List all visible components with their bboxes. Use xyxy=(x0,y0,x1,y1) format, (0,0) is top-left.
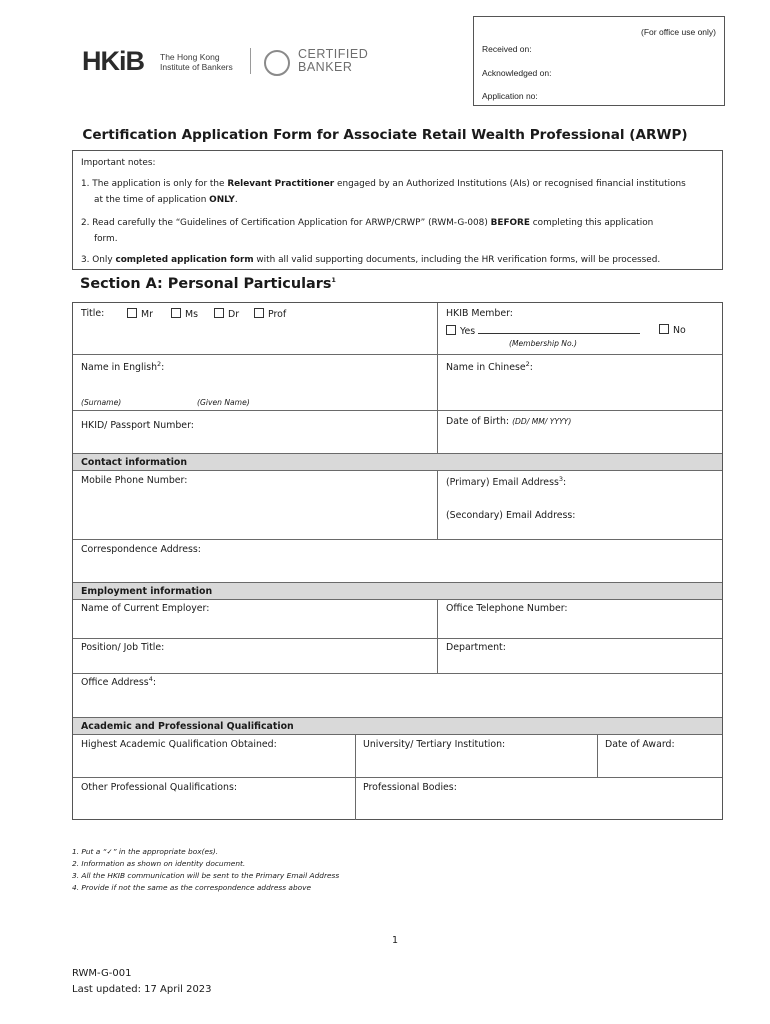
row-divider xyxy=(73,410,722,411)
col-divider xyxy=(437,470,438,539)
document-footer xyxy=(72,966,212,998)
row-divider xyxy=(73,582,722,583)
mobile-label[interactable]: Mobile Phone Number: xyxy=(81,475,188,486)
note-2: 2. Read carefully the “Guidelines of Certification Application for ARWP/CRWP” (RWM-G-008) BEFORE completing this application xyxy=(81,218,654,228)
note-2-cont: form. xyxy=(94,234,118,244)
office-use-label: (For office use only) xyxy=(641,27,716,37)
university-label[interactable]: University/ Tertiary Institution: xyxy=(363,739,506,750)
checkbox-no[interactable] xyxy=(659,324,669,334)
department-label[interactable]: Department: xyxy=(446,642,506,653)
col-divider xyxy=(355,734,356,820)
dob-label[interactable]: Date of Birth: (DD/ MM/ YYYY) xyxy=(446,416,572,427)
hkib-member-label: HKIB Member: xyxy=(446,308,513,319)
primary-email-label[interactable]: (Primary) Email Address$^3$: xyxy=(446,475,567,489)
personal-particulars-form xyxy=(72,302,723,820)
professional-bodies-label[interactable]: Professional Bodies: xyxy=(363,782,457,793)
employer-label[interactable]: Name of Current Employer: xyxy=(81,603,210,614)
row-divider xyxy=(73,470,722,471)
footnote: 4. Provide if not the same as the correspondence address above xyxy=(72,883,312,892)
row-divider xyxy=(73,453,722,454)
date-of-award-label[interactable]: Date of Award: xyxy=(605,739,675,750)
logo-line-2: Institute of Bankers xyxy=(160,62,233,72)
row-divider xyxy=(73,539,722,540)
office-address-label[interactable]: Office Address$^4$: xyxy=(81,675,156,689)
checkbox-mr[interactable] xyxy=(127,308,137,318)
col-divider xyxy=(597,734,598,777)
form-title: Certification Application Form for Associate Retail Wealth Professional (ARWP) xyxy=(82,127,688,143)
document-code: RWM-G-001 xyxy=(72,968,132,979)
hkib-logo-text xyxy=(160,52,233,72)
note-1-cont: at the time of application ONLY. xyxy=(94,195,238,205)
given-name-caption: (Given Name) xyxy=(197,398,250,407)
hkid-label[interactable]: HKID/ Passport Number: xyxy=(81,420,194,431)
certified-banker-logo xyxy=(298,48,368,74)
acknowledged-on-label: Acknowledged on: xyxy=(482,68,552,78)
title-option-prof[interactable]: Prof xyxy=(254,308,286,320)
position-label[interactable]: Position/ Job Title: xyxy=(81,642,165,653)
name-chinese-label[interactable]: Name in Chinese$^2$: xyxy=(446,360,533,374)
checkbox-yes[interactable] xyxy=(446,325,456,335)
row-divider xyxy=(73,673,722,674)
row-divider xyxy=(73,599,722,600)
section-a-title: Section A: Personal Particulars$^1$ xyxy=(80,276,336,292)
col-divider xyxy=(437,599,438,673)
correspondence-address-label[interactable]: Correspondence Address: xyxy=(81,544,201,555)
title-option-dr[interactable]: Dr xyxy=(214,308,239,320)
title-label: Title: xyxy=(81,308,105,319)
office-tel-label[interactable]: Office Telephone Number: xyxy=(446,603,568,614)
col-divider xyxy=(437,303,438,453)
secondary-email-label[interactable]: (Secondary) Email Address: xyxy=(446,510,576,521)
footnotes xyxy=(72,846,339,894)
highest-qualification-label[interactable]: Highest Academic Qualification Obtained: xyxy=(81,739,277,750)
logo-line-1: The Hong Kong xyxy=(160,52,220,62)
hkib-logo: HKiB xyxy=(82,46,144,76)
note-3: 3. Only completed application form with all valid supporting documents, including the HR verification forms, will be processed. xyxy=(81,255,661,265)
row-divider xyxy=(73,354,722,355)
membership-no-caption: (Membership No.) xyxy=(509,339,578,348)
title-option-mr[interactable]: Mr xyxy=(127,308,153,320)
logo-divider xyxy=(250,48,251,74)
application-no-label: Application no: xyxy=(482,91,538,101)
notes-heading: Important notes: xyxy=(81,158,156,168)
hkib-member-no[interactable]: No xyxy=(659,324,686,336)
academic-info-heading: Academic and Professional Qualification xyxy=(81,721,294,732)
checkbox-prof[interactable] xyxy=(254,308,264,318)
name-english-label[interactable]: Name in English$^2$: xyxy=(81,360,165,374)
row-divider xyxy=(73,717,722,718)
title-option-ms[interactable]: Ms xyxy=(171,308,198,320)
membership-no-field[interactable] xyxy=(478,324,640,334)
employment-info-heading: Employment information xyxy=(81,586,213,597)
footnote: 2. Information as shown on identity document. xyxy=(72,859,246,868)
important-notes xyxy=(72,150,723,270)
cert-line-1: CERTIFIED xyxy=(298,47,369,61)
row-divider xyxy=(73,638,722,639)
footnote: 1. Put a “✓” in the appropriate box(es). xyxy=(72,847,219,856)
row-divider xyxy=(73,734,722,735)
other-qualifications-label[interactable]: Other Professional Qualifications: xyxy=(81,782,238,793)
hkib-member-yes[interactable]: Yes xyxy=(446,324,640,337)
row-divider xyxy=(73,777,722,778)
last-updated: Last updated: 17 April 2023 xyxy=(72,984,212,995)
contact-info-heading: Contact information xyxy=(81,457,188,468)
cert-line-2: BANKER xyxy=(298,60,353,74)
checkbox-dr[interactable] xyxy=(214,308,224,318)
page-number: 1 xyxy=(391,935,399,946)
office-use-box xyxy=(473,16,725,106)
surname-caption: (Surname) xyxy=(81,398,122,407)
certified-banker-emblem-icon xyxy=(264,50,290,76)
footnote: 3. All the HKIB communication will be sent to the Primary Email Address xyxy=(72,871,340,880)
note-1: 1. The application is only for the Relevant Practitioner engaged by an Authorized Institutions (AIs) or recognised financial institutions xyxy=(81,179,686,189)
received-on-label: Received on: xyxy=(482,44,532,54)
checkbox-ms[interactable] xyxy=(171,308,181,318)
